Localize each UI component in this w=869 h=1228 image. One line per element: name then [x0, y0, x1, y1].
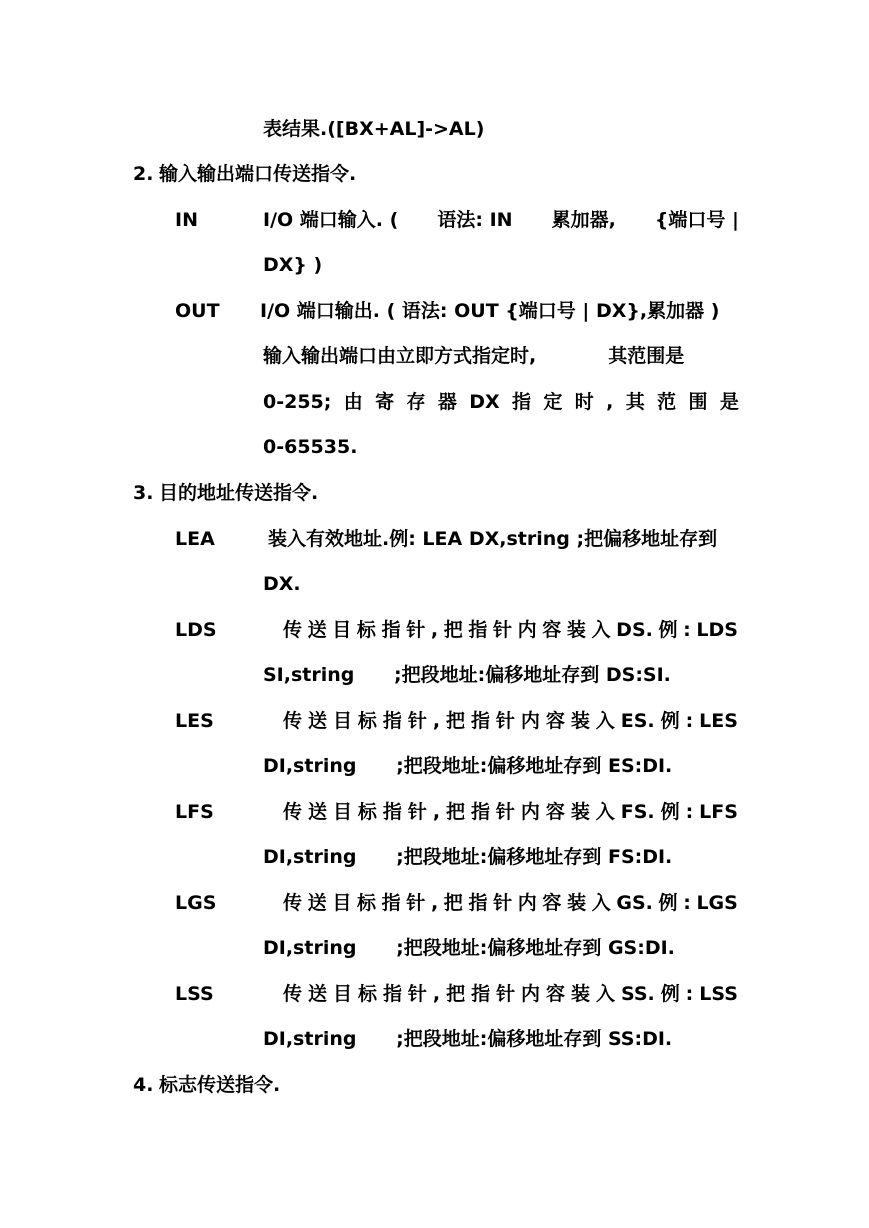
- load-desc-part: :: [683, 892, 691, 914]
- section-title: 输入输出端口传送指令.: [159, 163, 357, 185]
- load-desc-part: 装: [570, 801, 590, 823]
- in-desc-part: I/O 端口输入. (: [263, 209, 399, 231]
- load-desc-part: 例: [658, 892, 678, 914]
- load-desc-part: 送: [307, 619, 327, 641]
- load-desc-part: 指: [468, 892, 488, 914]
- out-desc-part: 0-255;: [263, 391, 332, 413]
- load-desc-part: 针: [407, 801, 427, 823]
- mnemonic-lgs: LGS: [175, 892, 217, 914]
- load-desc-part: 内: [520, 710, 540, 732]
- section-heading-3: [133, 481, 318, 505]
- load-desc-part: 装: [570, 710, 590, 732]
- out-desc-line3: [263, 390, 739, 414]
- load-desc-part: 入: [595, 710, 615, 732]
- load-desc-line1: [283, 982, 738, 1006]
- load-desc-part: LFS: [699, 801, 738, 823]
- load-desc-part: 针: [495, 710, 515, 732]
- load-desc-part: LGS: [696, 892, 738, 914]
- section-number: 2.: [133, 163, 154, 185]
- load-desc-part: 把: [445, 710, 465, 732]
- load-desc-line1: [283, 618, 738, 642]
- load-desc-part: 内: [520, 801, 540, 823]
- load-desc-part: 指: [382, 983, 402, 1005]
- out-desc-part: ,: [606, 391, 614, 413]
- in-desc-part: 语法: IN: [437, 209, 513, 231]
- load-desc-part: 指: [468, 619, 488, 641]
- mnemonic-in: IN: [175, 209, 198, 231]
- load-desc-part: SS.: [620, 983, 655, 1005]
- load-desc-part: LES: [699, 710, 738, 732]
- load-desc-part: 指: [471, 983, 491, 1005]
- load-desc-part: 把: [445, 801, 465, 823]
- load-desc-part: 指: [381, 619, 401, 641]
- load-desc-part: 例: [658, 619, 678, 641]
- load-desc-part: 内: [517, 892, 537, 914]
- load-desc-line2: SI,string ;把段地址:偏移地址存到 DS:SI.: [263, 664, 671, 686]
- load-desc-part: 装: [567, 892, 587, 914]
- mnemonic-lss: LSS: [175, 983, 214, 1005]
- out-desc-line1: I/O 端口输出. ( 语法: OUT {端口号 | DX},累加器 ): [260, 300, 720, 322]
- load-desc-part: :: [685, 801, 694, 823]
- load-desc-part: 传: [283, 801, 303, 823]
- out-desc-part: 存: [406, 391, 426, 413]
- in-desc-part: {端口号 |: [654, 209, 739, 231]
- load-desc-part: 容: [542, 619, 562, 641]
- load-desc-part: 针: [407, 983, 427, 1005]
- out-desc-part: 范: [657, 391, 677, 413]
- load-desc-part: LSS: [699, 983, 738, 1005]
- load-desc-part: 容: [545, 801, 565, 823]
- load-desc-part: DS.: [616, 619, 653, 641]
- load-desc-part: 把: [446, 983, 466, 1005]
- load-desc-part: :: [683, 619, 691, 641]
- load-desc-part: 目: [332, 710, 352, 732]
- load-desc-part: ,: [432, 710, 441, 732]
- load-desc-part: 装: [571, 983, 591, 1005]
- out-desc-part: 时: [574, 391, 594, 413]
- load-desc-part: 把: [443, 619, 463, 641]
- load-desc-part: 目: [332, 892, 352, 914]
- load-desc-part: 装: [566, 619, 586, 641]
- load-desc-part: 例: [660, 710, 680, 732]
- lea-desc-line2: DX.: [263, 573, 301, 595]
- load-desc-part: 针: [495, 801, 515, 823]
- section-title: 目的地址传送指令.: [159, 482, 319, 504]
- mnemonic-lea: LEA: [175, 528, 215, 550]
- load-desc-part: 目: [332, 801, 352, 823]
- load-desc-part: FS.: [620, 801, 655, 823]
- load-desc-part: 目: [332, 983, 352, 1005]
- in-desc-line2: DX} ): [263, 254, 323, 276]
- load-desc-part: 针: [406, 619, 426, 641]
- load-desc-part: 针: [493, 892, 513, 914]
- load-desc-part: 针: [496, 983, 516, 1005]
- out-desc-part: 其范围是: [608, 345, 685, 367]
- load-desc-part: 送: [307, 983, 327, 1005]
- load-desc-part: 标: [356, 892, 376, 914]
- load-desc-part: ,: [430, 619, 439, 641]
- load-desc-part: 内: [517, 619, 537, 641]
- load-desc-part: 指: [381, 892, 401, 914]
- out-desc-part: 输入输出端口由立即方式指定时,: [263, 345, 537, 367]
- mnemonic-out: OUT: [175, 300, 220, 322]
- load-desc-part: :: [685, 983, 694, 1005]
- load-desc-part: 指: [382, 710, 402, 732]
- load-desc-part: 针: [407, 710, 427, 732]
- load-desc-part: 例: [660, 801, 680, 823]
- lea-desc-line1: 装入有效地址.例: LEA DX,string ;把偏移地址存到: [268, 528, 718, 550]
- load-desc-line2: DI,string ;把段地址:偏移地址存到 SS:DI.: [263, 1028, 673, 1050]
- load-desc-part: 目: [332, 619, 352, 641]
- load-desc-line1: [283, 891, 738, 915]
- load-desc-part: 标: [357, 983, 377, 1005]
- out-desc-line2: [263, 344, 739, 368]
- out-desc-part: 寄: [375, 391, 395, 413]
- mnemonic-les: LES: [175, 710, 214, 732]
- section-heading-4: [133, 1073, 280, 1097]
- load-desc-line2: DI,string ;把段地址:偏移地址存到 ES:DI.: [263, 755, 673, 777]
- load-desc-part: 送: [307, 801, 327, 823]
- load-desc-part: 传: [283, 710, 303, 732]
- load-desc-part: 送: [307, 710, 327, 732]
- load-desc-part: 入: [591, 619, 611, 641]
- load-desc-part: 标: [357, 801, 377, 823]
- section-number: 3.: [133, 482, 154, 504]
- load-desc-part: 入: [595, 801, 615, 823]
- load-desc-part: 送: [307, 892, 327, 914]
- load-desc-part: 针: [406, 892, 426, 914]
- load-desc-part: ES.: [620, 710, 655, 732]
- out-desc-part: 其: [625, 391, 645, 413]
- load-desc-part: ,: [430, 892, 439, 914]
- load-desc-part: 例: [660, 983, 680, 1005]
- load-desc-part: LDS: [696, 619, 738, 641]
- load-desc-part: 传: [283, 619, 303, 641]
- out-desc-part: 指: [512, 391, 532, 413]
- mnemonic-lfs: LFS: [175, 801, 214, 823]
- load-desc-part: 传: [283, 983, 303, 1005]
- out-desc-part: 定: [543, 391, 563, 413]
- section-heading-2: [133, 162, 356, 186]
- mnemonic-lds: LDS: [175, 619, 217, 641]
- continuation-line: 表结果.([BX+AL]->AL): [263, 118, 485, 140]
- out-desc-part: 是: [719, 391, 739, 413]
- load-desc-part: 入: [596, 983, 616, 1005]
- load-desc-part: ,: [432, 801, 441, 823]
- in-desc-part: 累加器,: [551, 209, 616, 231]
- load-desc-part: 入: [591, 892, 611, 914]
- out-desc-part: DX: [469, 391, 500, 413]
- section-number: 4.: [133, 1074, 154, 1096]
- load-desc-part: 传: [283, 892, 303, 914]
- load-desc-part: 容: [545, 710, 565, 732]
- section-title: 标志传送指令.: [159, 1074, 281, 1096]
- load-desc-part: 针: [492, 619, 512, 641]
- load-desc-line1: [283, 800, 738, 824]
- load-desc-part: 标: [357, 710, 377, 732]
- load-desc-line2: DI,string ;把段地址:偏移地址存到 FS:DI.: [263, 846, 673, 868]
- load-desc-part: 指: [470, 710, 490, 732]
- load-desc-line2: DI,string ;把段地址:偏移地址存到 GS:DI.: [263, 937, 675, 959]
- load-desc-part: 容: [542, 892, 562, 914]
- load-desc-part: 容: [546, 983, 566, 1005]
- out-desc-part: 围: [688, 391, 708, 413]
- load-desc-part: ,: [432, 983, 441, 1005]
- load-desc-part: :: [685, 710, 694, 732]
- load-desc-line1: [283, 709, 738, 733]
- load-desc-part: 内: [521, 983, 541, 1005]
- out-desc-part: 由: [343, 391, 363, 413]
- load-desc-part: GS.: [616, 892, 653, 914]
- load-desc-part: 把: [443, 892, 463, 914]
- load-desc-part: 标: [356, 619, 376, 641]
- out-desc-part: 器: [437, 391, 457, 413]
- load-desc-part: 指: [382, 801, 402, 823]
- in-desc-line1: [263, 208, 739, 232]
- load-desc-part: 指: [470, 801, 490, 823]
- out-desc-line4: 0-65535.: [263, 436, 358, 458]
